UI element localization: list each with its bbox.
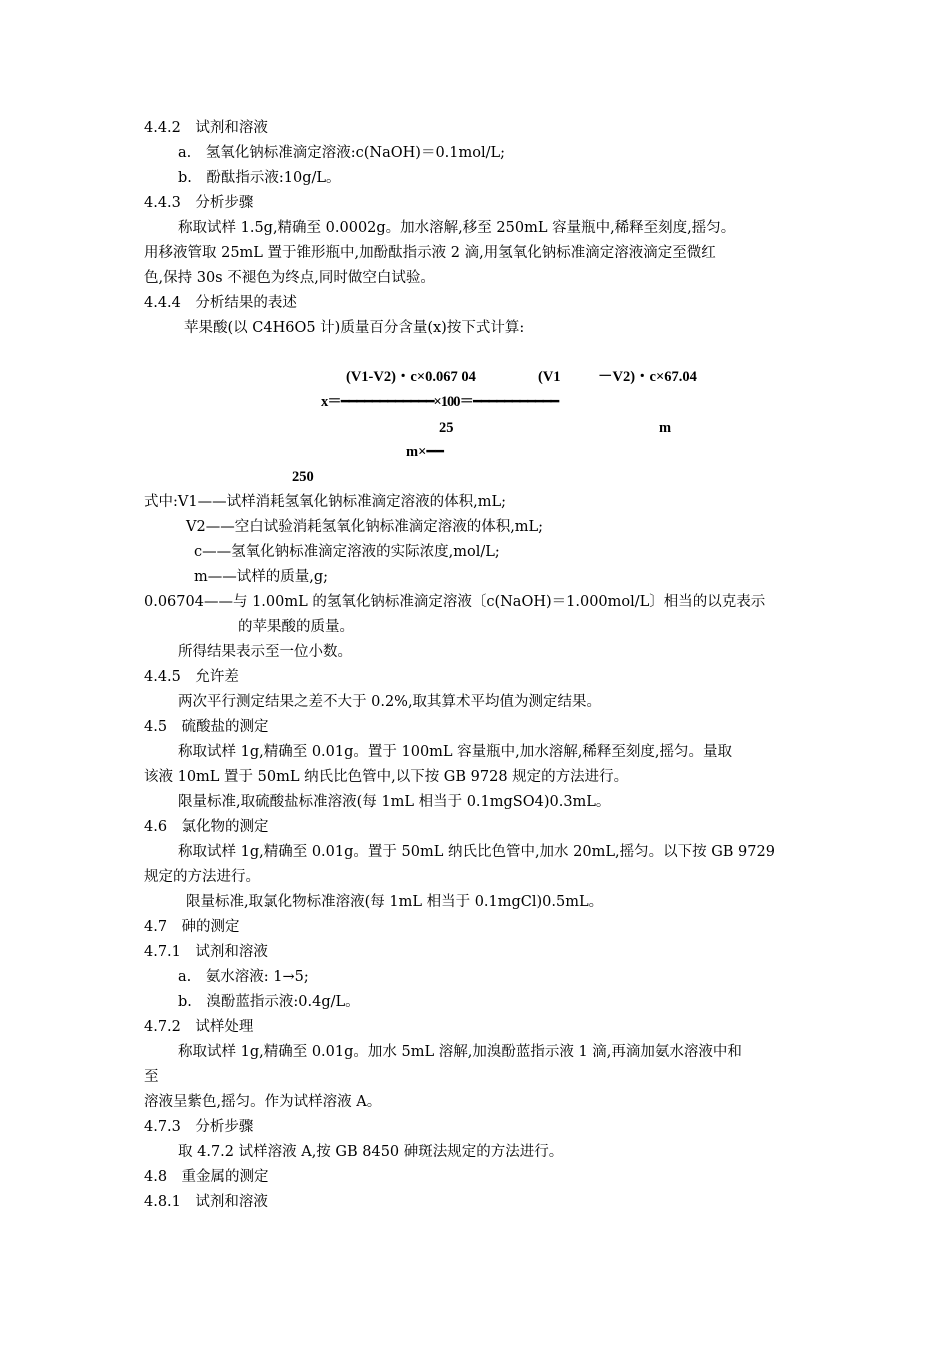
heading-4-4-4: 4.4.4 分析结果的表述	[144, 295, 297, 311]
variable-definition: m——试样的质量,g;	[194, 569, 329, 585]
formula-numerator-2a: (V1	[538, 369, 561, 385]
formula-numerator-2b: －V2)・c×67.04	[598, 369, 697, 385]
paragraph-line: 至	[144, 1069, 159, 1085]
heading-4-6: 4.6 氯化物的测定	[144, 819, 269, 835]
formula-sub-fraction: m×━━	[406, 444, 444, 460]
paragraph-line: 苹果酸(以 C4H6O5 计)质量百分含量(x)按下式计算:	[184, 320, 525, 336]
list-item-b: b. 溴酚蓝指示液:0.4g/L。	[178, 994, 360, 1010]
paragraph-line: 两次平行测定结果之差不大于 0.2%,取其算术平均值为测定结果。	[178, 694, 602, 710]
formula-denominator-2: m	[659, 420, 672, 436]
paragraph-line: 规定的方法进行。	[144, 869, 260, 885]
variable-definition: c——氢氧化钠标准滴定溶液的实际浓度,mol/L;	[194, 544, 500, 560]
paragraph-line: 色,保持 30s 不褪色为终点,同时做空白试验。	[144, 270, 435, 286]
heading-4-7: 4.7 砷的测定	[144, 919, 240, 935]
paragraph-line: 称取试样 1g,精确至 0.01g。置于 50mL 纳氏比色管中,加水 20mL,摇匀。以下按 GB 9729	[178, 844, 775, 860]
heading-4-4-5: 4.4.5 允许差	[144, 669, 239, 685]
heading-4-7-2: 4.7.2 试样处理	[144, 1019, 254, 1035]
paragraph-line: 限量标准,取硫酸盐标准溶液(每 1mL 相当于 0.1mgSO4)0.3mL。	[178, 794, 611, 810]
variable-definition-cont: 的苹果酸的质量。	[238, 619, 354, 635]
formula-numerator-1: (V1-V2)・c×0.067 04	[346, 369, 476, 385]
formula-sub-denominator: 250	[292, 469, 314, 485]
list-item-a: a. 氢氧化钠标准滴定溶液:c(NaOH)＝0.1mol/L;	[178, 145, 506, 161]
heading-4-4-2: 4.4.2 试剂和溶液	[144, 120, 268, 136]
list-item-a: a. 氨水溶液: 1→5;	[178, 969, 309, 985]
heading-4-4-3: 4.4.3 分析步骤	[144, 195, 254, 211]
paragraph-line: 称取试样 1g,精确至 0.01g。置于 100mL 容量瓶中,加水溶解,稀释至刻度,摇匀。量取	[178, 744, 732, 760]
paragraph-line: 称取试样 1.5g,精确至 0.0002g。加水溶解,移至 250mL 容量瓶中,稀释至刻度,摇匀。	[178, 220, 736, 236]
paragraph-line: 该液 10mL 置于 50mL 纳氏比色管中,以下按 GB 9728 规定的方法进行。	[144, 769, 629, 785]
heading-4-5: 4.5 硫酸盐的测定	[144, 719, 269, 735]
paragraph-line: 所得结果表示至一位小数。	[178, 644, 352, 660]
heading-4-8-1: 4.8.1 试剂和溶液	[144, 1194, 268, 1210]
formula-fraction-line: x＝━━━━━━━━━━━━×100＝━━━━━━━━━━━	[321, 394, 559, 410]
heading-4-7-1: 4.7.1 试剂和溶液	[144, 944, 268, 960]
heading-4-7-3: 4.7.3 分析步骤	[144, 1119, 254, 1135]
heading-4-8: 4.8 重金属的测定	[144, 1169, 269, 1185]
variable-definition: 式中:V1——试样消耗氢氧化钠标准滴定溶液的体积,mL;	[144, 494, 506, 510]
paragraph-line: 限量标准,取氯化物标准溶液(每 1mL 相当于 0.1mgCl)0.5mL。	[186, 894, 604, 910]
list-item-b: b. 酚酞指示液:10g/L。	[178, 170, 341, 186]
paragraph-line: 取 4.7.2 试样溶液 A,按 GB 8450 砷斑法规定的方法进行。	[178, 1144, 564, 1160]
paragraph-line: 称取试样 1g,精确至 0.01g。加水 5mL 溶解,加溴酚蓝指示液 1 滴,再滴加氨水溶液中和	[178, 1044, 742, 1060]
formula-denominator-1: 25	[439, 420, 454, 436]
paragraph-line: 溶液呈紫色,摇匀。作为试样溶液 A。	[144, 1094, 382, 1110]
variable-definition: 0.06704——与 1.00mL 的氢氧化钠标准滴定溶液〔c(NaOH)＝1.000mol/L〕相当的以克表示	[144, 594, 766, 610]
variable-definition: V2——空白试验消耗氢氧化钠标准滴定溶液的体积,mL;	[186, 519, 544, 535]
paragraph-line: 用移液管取 25mL 置于锥形瓶中,加酚酞指示液 2 滴,用氢氧化钠标准滴定溶液滴定至微红	[144, 245, 716, 261]
